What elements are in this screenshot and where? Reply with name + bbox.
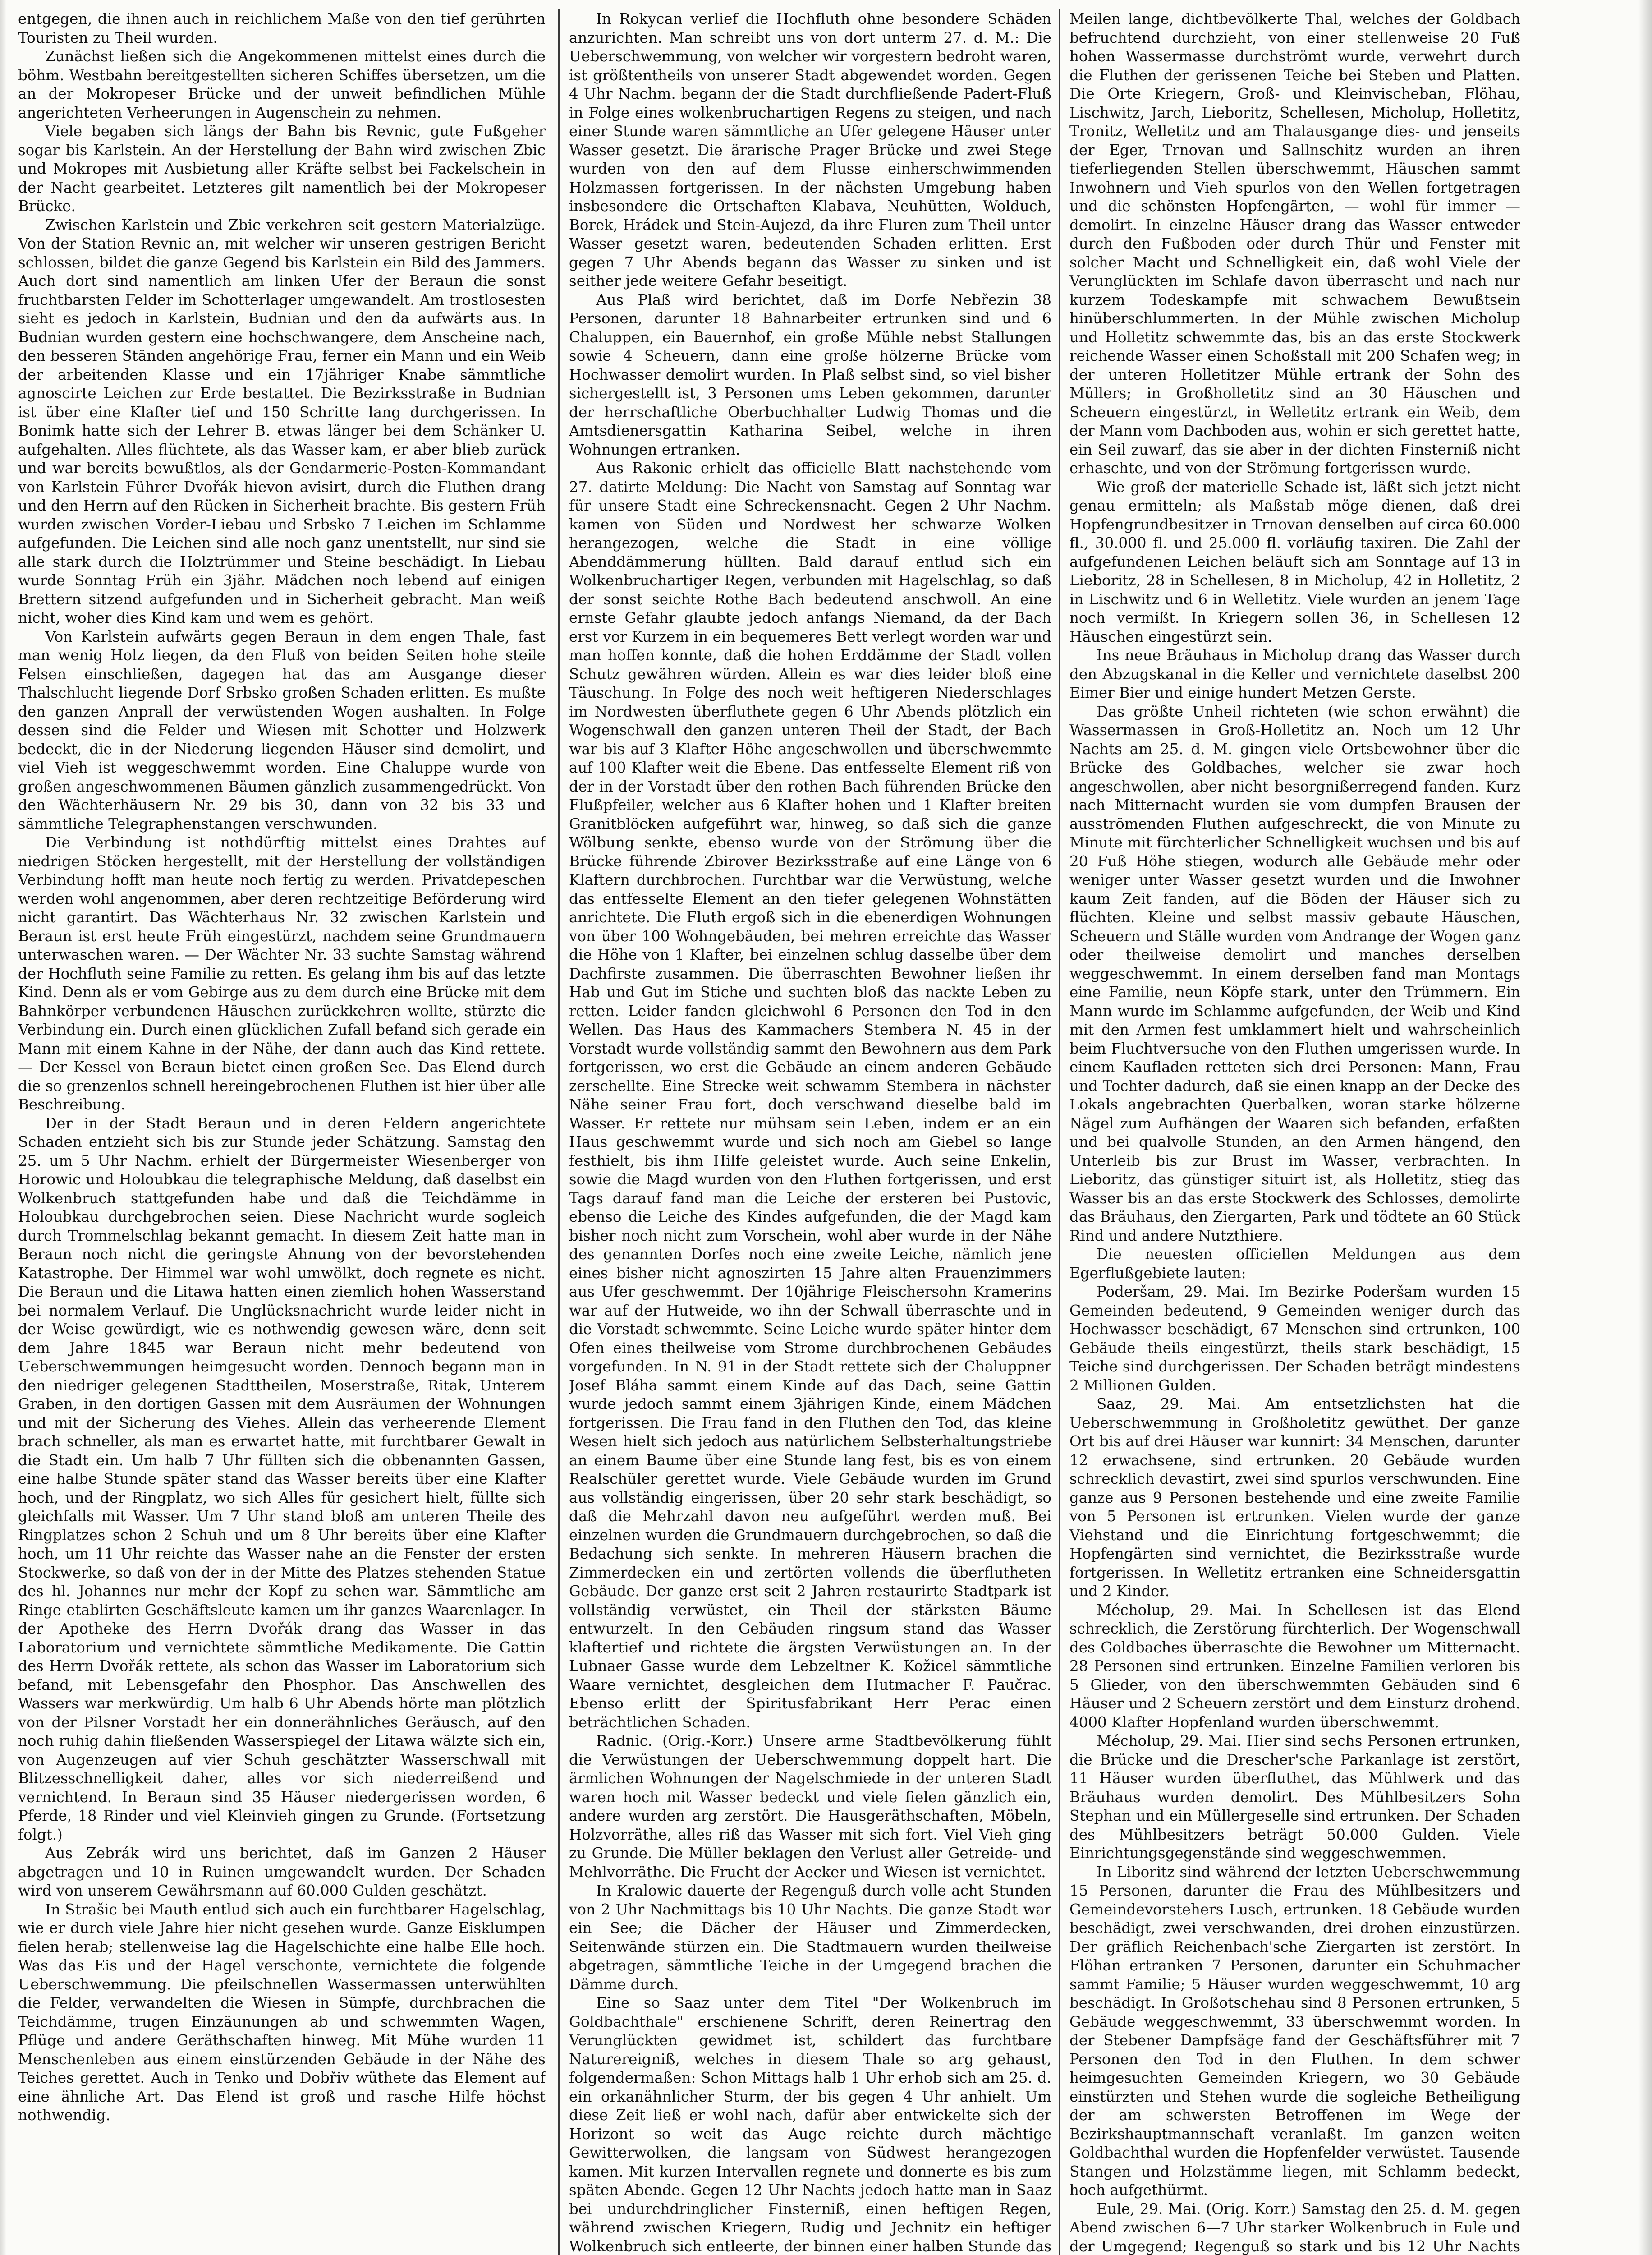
col3-paragraph: Meilen lange, dichtbevölkerte Thal, welches der Goldbach befruchtend durchzieht, von einer stellenweise 20 Fuß hohen Wassermasse durchströmt wurde, verwehrt durch die Fluthen der gerissenen Teiche bei Steben und Platten. Die Orte Kriegern, Groß- und Kleinvischeban, Flöhau, Lischwitz, Jarch, Lieboritz, Schellesen, Micholup, Holletitz, Tronitz, Welletitz und am Thalausgange dies- und jenseits der Eger, Trnovan und Sallnschitz wurden an ihren tieferliegenden Stellen überschwemmt, Häuschen sammt Inwohnern und Vieh spurlos von den Wellen fortgetragen und die schönsten Hopfengärten, — wohl für immer — demolirt. In einzelne Häuser drang das Wasser entweder durch den Fußboden oder durch Thür und Fenster mit solcher Macht und Schnelligkeit ein, daß wohl Viele der Verunglückten im Schlafe davon überrascht und nach nur kurzem Todeskampfe mit schwachem Bewußtsein hinüberschlummerten. In der Mühle zwischen Micholup und Holletitz schwemmte das, bis an das erste Stockwerk reichende Wasser einen Schoßstall mit 200 Schafen weg; in der unteren Holletitzer Mühle ertrank der Sohn des Müllers; in Großholletitz sind an 30 Häuschen und Scheuern eingestürzt, in Welletitz ertrank ein Weib, dem der Mann vom Dachboden aus, wohin er sich gerettet hatte, ein Seil zuwarf, das sie aber in der dichten Finsterniß nicht erhaschte, und von der Strömung fortgerissen wurde. (1069, 10, 1520, 477)
col3-paragraph: Mécholup, 29. Mai. Hier sind sechs Personen ertrunken, die Brücke und die Drescher'sche Parkanlage ist zerstört, 11 Häuser wurden überfluthet, das Mühlwerk und das Bräuhaus wurden demolirt. Des Mühlbesitzers Sohn Stephan und ein Müllergeselle sind ertrunken. Der Schaden des Mühlbesitzers beträgt 50.000 Gulden. Viele Einrichtungsgegenstände sind weggeschwemmen. (1069, 1732, 1520, 1862)
col2-paragraph: Aus Plaß wird berichtet, daß im Dorfe Nebřezin 38 Personen, darunter 18 Bahnarbeiter ertrunken sind und 6 Chaluppen, ein Bauernhof, ein große Mühle nebst Stallungen sowie 4 Scheuern, dann eine große hölzerne Brücke vom Hochwasser demolirt wurden. In Plaß selbst sind, so viel bisher sichergestellt ist, 3 Personen ums Leben gekommen, darunter der herrschaftliche Oberbuchhalter Ludwig Thomas und die Amtsdienersgattin Katharina Seibel, welche in ihren Wohnungen ertranken. (569, 291, 1051, 458)
column-3 (1069, 10, 1520, 2255)
col2-paragraph: Aus Rakonic erhielt das officielle Blatt nachstehende vom 27. datirte Meldung: Die Nacht von Samstag auf Sonntag war für unsere Stadt eine Schreckensnacht. Gegen 2 Uhr Nachm. kamen von Süden und Nordwest her schwarze Wolken herangezogen, welche die Stadt in eine völlige Abenddämmerung hüllten. Bald darauf entlud sich ein Wolkenbruchartiger Regen, verbunden mit Hagelschlag, so daß der sonst seichte Rothe Bach bedeutend anschwoll. An eine ernste Gefahr glaubte jedoch anfangs Niemand, da der Bach erst vor Kurzem in ein bequemeres Bett verlegt worden war und man hoffen konnte, daß die hohen Erddämme der Stadt vollen Schutz gewähren würden. Allein es war dies leider bloß eine Täuschung. In Folge des noch weit heftigeren Niederschlages im Nordwesten überfluthete gegen 6 Uhr Abends plötzlich ein Wogenschwall den ganzen unteren Theil der Stadt, der Bach war bis auf 3 Klafter Höhe angeschwollen und überschwemmte auf 100 Klafter weit die Ebene. Das entfesselte Element riß von der in der Vorstadt über den rothen Bach führenden Brücke den Flußpfeiler, welcher aus 6 Klafter hohen und 1 Klafter breiten Granitblöcken aufgeführt war, hinweg, so daß sich die ganze Wölbung senkte, ebenso wurde von der Strömung über die Brücke führende Zbirover Bezirksstraße auf eine Länge von 6 Klaftern durchbrochen. Furchtbar war die Verwüstung, welche das entfesselte Element an den tiefer gelegenen Wohnstätten anrichtete. Die Fluth ergoß sich in die ebenerdigen Wohnungen von über 100 Wohngebäuden, bei mehren erreichte das Wasser die Höhe von 1 Klafter, bei einzelnen schlug dasselbe über dem Dachfirste zusammen. Die überraschten Bewohner ließen ihr Hab und Gut im Stiche und suchten bloß das nackte Leben zu retten. Leider fanden gleichwohl 6 Personen den Tod in den Wellen. Das Haus des Kammachers Stembera N. 45 in der Vorstadt wurde vollständig sammt den Bewohnern aus dem Park fortgerissen, wo erst die Gebäude an einem anderen Gebäude zerschellte. Eine Strecke weit schwamm Stembera in nächster Nähe seiner Frau fort, doch verschwand dieselbe bald im Wasser. Er rettete nur mühsam sein Leben, indem er an ein Haus geschwemmt wurde und sich noch am Giebel so lange festhielt, bis ihm Hilfe geleistet wurde. Auch seine Enkelin, sowie die Magd wurden von den Fluthen fortgerissen, und erst Tags darauf fand man die Leiche der ersteren bei Pustovic, ebenso die Leiche des Kindes aufgefunden, die der Magd kam bisher noch nicht zum Vorschein, wohl aber wurde in der Nähe des genannten Dorfes noch eine zweite Leiche, nämlich jene eines bisher nicht agnoszirten 15 Jahre alten Frauenzimmers aus Ufer geschwemmt. Der 10jährige Fleischersohn Kramerins war auf der Hutweide, wo ihn der Schwall überraschte und in die Vorstadt schwemmte. Seine Leiche wurde später hinter dem Ofen eines theilweise vom Strome durchbrochenen Gebäudes vorgefunden. In N. 91 in der Stadt rettete sich der Chaluppner Josef Bláha sammt einem Kinde auf das Dach, seine Gattin wurde jedoch sammt einem 3jährigen Kinde, einem Mädchen fortgerissen. Die Frau fand in den Fluthen den Tod, das kleine Wesen hielt sich jedoch aus natürlichem Selbsterhaltungstriebe an einem Baume über eine Stunde lang fest, bis es von einem Realschüler gerettet wurde. Viele Gebäude wurden im Grund aus vollständig eingerissen, über 20 sehr stark beschädigt, so daß die Mehrzahl davon neu aufgeführt werden muß. Bei einzelnen wurden die Grundmauern durchgebrochen, so daß die Bedachung sich senkte. In mehreren Häusern brachen die Zimmerdecken ein und zertörten vollends die überflutheten Gebäude. Der ganze erst seit 2 Jahren restaurirte Stadtpark ist vollständig verwüstet, ein Theil der stärksten Bäume entwurzelt. In den Gebäuden ringsum stand das Wasser klaftertief und richtete die ärgsten Verwüstungen an. In der Lubnaer Gasse wurde dem Lebzeltner K. Kožicel sämmtliche Waare vernichtet, desgleichen dem Hutmacher F. Paučrac. Ebenso erlitt der Spiritusfabrikant Herr Perac einen beträchtlichen Schaden. (569, 460, 1051, 1731)
col2-paragraph: Radnic. (Orig.-Korr.) Unsere arme Stadtbevölkerung fühlt die Verwüstungen der Ueberschwemmung doppelt hart. Die ärmlichen Wohnungen der Nagelschmiede in der unteren Stadt waren hoch mit Wasser bedeckt und viele fielen gänzlich ein, andere wurden arg zerstört. Die Hausgeräthschaften, Möbeln, Holzvorräthe, alles riß das Wasser mit sich fort. Viel Vieh ging zu Grunde. Die Müller beklagen den Verlust aller Getreide- und Mehlvorräthe. Die Frucht der Aecker und Wiesen ist vernichtet. (569, 1732, 1051, 1881)
col1-paragraph: Zunächst ließen sich die Angekommenen mittelst eines durch die böhm. Westbahn bereitgestellten sicheren Schiffes übersetzen, um die an der Mokropeser Brücke und der unweit befindlichen Mühle angerichteten Verheerungen in Augenschein zu nehmen. (18, 48, 546, 121)
col1-paragraph: Viele begaben sich längs der Bahn bis Revnic, gute Fußgeher sogar bis Karlstein. An der Herstellung der Bahn wird zwischen Zbic und Mokropes mit Ausbietung aller Kräfte selbst bei Fackelschein in der Nacht gearbeitet. Letzteres gilt namentlich bei der Mokropeser Brücke. (18, 123, 546, 215)
col1-paragraph: In Strašic bei Mauth entlud sich auch ein furchtbarer Hagelschlag, wie er durch viele Jahre hier nicht gesehen wurde. Ganze Eisklumpen fielen herab; stellenweise lag die Hagelschichte eine halbe Elle hoch. Was das Eis und der Hagel verschonte, vernichtete die folgende Ueberschwemmung. Die pfeilschnellen Wassermassen unterwühlten die Felder, verwandelten die Wiesen in Sümpfe, durchbrachen die Teichdämme, trugen Einzäunungen ab und schwemmten Wagen, Pflüge und andere Geräthschaften hinweg. Mit Mühe wurden 11 Menschenleben aus einem einstürzenden Gebäude in der Nähe des Teiches gerettet. Auch in Tenko und Dobřiv wüthete das Element auf eine ähnliche Art. Das Elend ist groß und rasche Hilfe höchst nothwendig. (18, 1901, 546, 2124)
col3-paragraph: Eule, 29. Mai. (Orig. Korr.) Samstag den 25. d. M. gegen Abend zwischen 6—7 Uhr starker Wolkenbruch in Eule und der Umgegend; Regenguß so stark und bis 12 Uhr Nachts (1069, 2200, 1520, 2255)
col2-paragraph: Eine so Saaz unter dem Titel "Der Wolkenbruch im Goldbachthale" erschienene Schrift, deren Reinertrag den Verunglückten gewidmet ist, schildert das furchtbare Naturereigniß, welches in diesem Thale so arg gehaust, folgendermaßen: Schon Mittags halb 1 Uhr erhob sich am 25. d. ein orkanähnlicher Sturm, der bis gegen 4 Uhr anhielt. Um diese Zeit ließ er wohl nach, dafür aber entwickelte sich der Horizont so weit das Auge reichte durch mächtige Gewitterwolken, die langsam von Südwest herangezogen kamen. Mit kurzen Intervallen regnete und donnerte es bis zum späten Abende. Gegen 12 Uhr Nachts jedoch hatte man in Saaz bei undurchdringlicher Finsterniß, einen heftigen Regen, während zwischen Kriegern, Rudig und Jechnitz ein heftiger Wolkenbruch sich entleerte, der binnen einer halben Stunde das (569, 1994, 1051, 2255)
col3-paragraph: Poderšam, 29. Mai. Im Bezirke Poderšam wurden 15 Gemeinden bedeutend, 9 Gemeinden weniger durch das Hochwasser beschädigt, 67 Menschen sind ertrunken, 100 Gebäude theils eingestürzt, theils stark beschädigt, 15 Teiche sind durchgerissen. Der Schaden beträgt mindestens 2 Millionen Gulden. (1069, 1283, 1520, 1394)
col1-paragraph: Aus Zebrák wird uns berichtet, daß im Ganzen 2 Häuser abgetragen und 10 in Ruinen umgewandelt wurden. Der Schaden wird von unserem Gewährsmann auf 60.000 Gulden geschätzt. (18, 1845, 546, 1899)
col2-paragraph: In Kralowic dauerte der Regenguß durch volle acht Stunden von 2 Uhr Nachmittags bis 10 Uhr Nachts. Die ganze Stadt war ein See; die Dächer der Häuser und Zimmerdecken, Seitenwände stürzen ein. Die Stadtmauern wurden theilweise abgetragen, sämmtliche Teiche in der Umgegend brachen die Dämme durch. (569, 1882, 1051, 1993)
col3-paragraph: Das größte Unheil richteten (wie schon erwähnt) die Wassermassen in Groß-Holletitz an. Noch um 12 Uhr Nachts am 25. d. M. gingen viele Ortsbewohner über die Brücke des Goldbaches, welcher sie zwar hoch angeschwollen, aber nicht besorgnißerregend fanden. Kurz nach Mitternacht wurden sie vom dumpfen Brausen der ausströmenden Fluthen aufgeschreckt, die von Minute zu Minute mit fürchterlicher Schnelligkeit wuchsen und bis auf 20 Fuß Höhe stiegen, wodurch alle Gebäude mehr oder weniger unter Wasser gesetzt wurden und die Inwohner kaum Zeit fanden, auf die Böden der Häuser sich zu flüchten. Kleine und selbst massiv gebaute Häuschen, Scheuern und Ställe wurden vom Andrange der Wogen ganz oder theilweise demolirt und manches derselben weggeschwemmt. In einem derselben fand man Montags eine Familie, neun Köpfe stark, unter den Trümmern. Ein Mann wurde im Schlamme aufgefunden, der Weib und Kind mit den Armen fest umklammert hielt und wahrscheinlich beim Fluchtversuche von den Fluthen umgerissen wurde. In einem Kaufladen retteten sich drei Personen: Mann, Frau und Tochter dadurch, daß sie einen knapp an der Decke des Lokals angebrachten Querbalken, woran starke hölzerne Nägel zum Aufhängen der Waaren sich befanden, erfaßten und bei qualvolle Stunden, an den Armen hängend, den Unterleib bis zur Brust im Wasser, verbrachten. In Lieboritz, das günstiger situirt ist, als Holletitz, stieg das Wasser bis an das erste Stockwerk des Schlosses, demolirte das Bräuhaus, den Ziergarten, Park und tödtete an 60 Stück Rind und andere Nutzthiere. (1069, 703, 1520, 1244)
col1-paragraph: Zwischen Karlstein und Zbic verkehren seit gestern Materialzüge. Von der Station Revnic an, mit welcher wir unseren gestrigen Bericht schlossen, bildet die ganze Gegend bis Karlstein ein Bild des Jammers. Auch dort sind namentlich am linken Ufer der Beraun die sonst fruchtbarsten Felder im Schotterlager umgewandelt. Am trostlosesten sieht es jedoch in Karlstein, Budnian und den da aufwärts aus. In Budnian wurden gestern eine hochschwangere, dem Anscheine nach, den besseren Ständen angehörige Frau, ferner ein Mann und ein Weib der arbeitenden Klasse und ein 17jähriger Knabe sämmtliche agnoscirte Leichen zur Erde bestattet. Die Bezirksstraße in Budnian ist über eine Klafter tief und 150 Schritte lang durchgerissen. In Bonimk hatte sich der Lehrer B. etwas länger bei dem Schänker U. aufgehalten. Alles flüchtete, als das Wasser kam, er aber blieb zurück und war bereits bewußtlos, als der Gendarmerie-Posten-Kommandant von Karlstein Führer Dvořák hievon avisirt, durch die Fluthen drang und den Herrn auf den Rücken in Sicherheit brachte. Bis gestern Früh wurden zwischen Vorder-Liebau und Srbsko 7 Leichen im Schlamme aufgefunden. Die Leichen sind alle noch ganz unentstellt, nur sind sie alle stark durch die Holztrümmer und Steine beschädigt. In Liebau wurde Sonntag Früh ein 3jähr. Mädchen noch lebend auf einigen Brettern sitzend aufgefunden und in Sicherheit gebracht. Man weiß nicht, woher dies Kind kam und wem es gehört. (18, 216, 546, 626)
column-divider (558, 9, 560, 2255)
col1-paragraph: Von Karlstein aufwärts gegen Beraun in dem engen Thale, fast man wenig Holz liegen, da den Fluß von beiden Seiten hohe steile Felsen einschließen, dagegen hat das am Ausgange dieser Thalschlucht liegende Dorf Srbsko großen Schaden erlitten. Es mußte den ganzen Anprall der verwüstenden Wogen aushalten. In Folge dessen sind die Felder und Wiesen mit Schotter und Holzwerk bedeckt, die in der Niederung liegenden Häuser sind demolirt, und viel Vieh ist weggeschwemmt worden. Eine Chaluppe wurde von großen angeschwommenen Bäumen gänzlich zusammengedrückt. Von den Wächterhäusern Nr. 29 bis 30, dann von 32 bis 33 und sämmtliche Telegraphenstangen verschwunden. (18, 628, 546, 833)
col1-paragraph: Der in der Stadt Beraun und in deren Feldern angerichtete Schaden entzieht sich bis zur Stunde jeder Schätzung. Samstag den 25. um 5 Uhr Nachm. erhielt der Bürgermeister Wiesenberger von Horowic und Holoubkau die telegraphische Meldung, daß daselbst ein Wolkenbruch stattgefunden habe und daß die Teichdämme in Holoubkau durchgebrochen seien. Diese Nachricht wurde sogleich durch Trommelschlag bekannt gemacht. In diesem Zeit hatte man in Beraun noch nicht die geringste Ahnung von der bevorstehenden Katastrophe. Der Himmel war wohl umwölkt, doch regnete es nicht. Die Beraun und die Litawa hatten einen ziemlich hohen Wasserstand bei normalem Verlauf. Die Unglücksnachricht wurde leider nicht in der Weise gewürdigt, wie es nothwendig gewesen wäre, denn seit dem Jahre 1845 war Beraun nicht mehr bedeutend von Ueberschwemmungen heimgesucht worden. Dennoch begann man in den niedriger gelegenen Stadttheilen, Moserstraße, Ritak, Unterem Graben, in den dortigen Gassen mit dem Ausräumen der Wohnungen und mit der Sicherung des Viehes. Allein das verheerende Element brach schneller, als man es erwartet hatte, mit furchtbarer Gewalt in die Stadt ein. Um halb 7 Uhr füllten sich die obbenannten Gassen, eine halbe Stunde später stand das Wasser bereits über eine Klafter hoch, und der Ringplatz, wo sich Alles für gesichert hielt, füllte sich gleichfalls mit Wasser. Um 7 Uhr stand bloß am unteren Theile des Ringplatzes schon 2 Schuh und um 8 Uhr bereits über eine Klafter hoch, um 11 Uhr reichte das Wasser nahe an die Fenster der ersten Stockwerke, so daß von der in der Mitte des Platzes stehenden Statue des hl. Johannes nur mehr der Kopf zu sehen war. Sämmtliche am Ringe etablirten Geschäftsleute kamen um ihr ganzes Waarenlager. In der Apotheke des Herrn Dvořák drang das Wasser in das Laboratorium und vernichtete sämmtliche Medikamente. Die Gattin des Herrn Dvořák rettete, als schon das Wasser im Laboratorium sich befand, mit Lebensgefahr den Phosphor. Das Anschwellen des Wassers war merkwürdig. Um halb 6 Uhr Abends hörte man plötzlich von der Pilsner Vorstadt her ein donnerähnliches Geräusch, auf den noch ruhig dahin fließenden Wasserspiegel der Litawa wälzte sich ein, von Augenzeugen auf vier Schuh geschätzter Wasserschwall mit Blitzesschnelligkeit daher, alles vor sich niederreißend und vernichtend. In Beraun sind 35 Häuser niedergerissen worden, 6 Pferde, 18 Rinder und viel Kleinvieh gingen zu Grunde. (Fortsetzung folgt.) (18, 1114, 546, 1843)
col3-paragraph: Die neuesten officiellen Meldungen aus dem Egerflußgebiete lauten: (1069, 1246, 1520, 1282)
col3-paragraph: In Liboritz sind während der letzten Ueberschwemmung 15 Personen, darunter die Frau des Mühlbesitzers und Gemeindevorstehers Lusch, ertrunken. 18 Gebäude wurden beschädigt, zwei verschwanden, drei drohen einzustürzen. Der gräflich Reichenbach'sche Ziergarten ist zerstört. In Flöhan ertranken 7 Personen, darunter ein Schuhmacher sammt Familie; 5 Häuser wurden weggeschwemmt, 10 arg beschädigt. In Großotschehau sind 8 Personen ertrunken, 5 Gebäude weggeschwemmt, 33 überschwemmt worden. In der Stebener Dampfsäge fand der Geschäftsführer mit 7 Personen den Tod in den Fluthen. In dem schwer heimgesuchten Gemeinden Kriegern, wo 30 Gebäude einstürzten und Stehen wurde die sogleiche Betheiligung der am schwersten Betroffenen im Wege der Bezirkshauptmannschaft veranlaßt. Im ganzen weiten Goldbachthal wurden die Hopfenfelder verwüstet. Tausende Stangen und Holzstämme liegen, mit Schlamm bedeckt, hoch aufgethürmt. (1069, 1863, 1520, 2199)
col3-paragraph: Saaz, 29. Mai. Am entsetzlichsten hat die Ueberschwemmung in Großholetitz gewüthet. Der ganze Ort bis auf drei Häuser war kunnirt: 34 Menschen, darunter 12 erwachsene, sind ertrunken. 20 Gebäude wurden schrecklich devastirt, zwei sind spurlos verschwunden. Eine ganze aus 9 Personen bestehende und eine zweite Familie von 5 Personen ist ertrunken. Vielen wurde der ganze Viehstand und die Einrichtung fortgeschwemmt; die Hopfengärten sind vernichtet, die Bezirksstraße wurde fortgerissen. In Welletitz ertranken eine Schneidersgattin und 2 Kinder. (1069, 1395, 1520, 1600)
col2-paragraph: In Rokycan verlief die Hochfluth ohne besondere Schäden anzurichten. Man schreibt uns von dort unterm 27. d. M.: Die Ueberschwemmung, von welcher wir vorgestern bedroht waren, ist größtentheils von unserer Stadt abgewendet worden. Gegen 4 Uhr Nachm. begann der die Stadt durchfließende Padert-Fluß in Folge eines wolkenbruchartigen Regens zu steigen, und nach einer Stunde waren sämmtliche an Ufer gelegene Häuser unter Wasser gesetzt. Die ärarische Prager Brücke und zwei Stege wurden von den auf dem Flusse einherschwimmenden Holzmassen fortgerissen. In der nächsten Umgebung haben insbesondere die Ortschaften Klabava, Neuhütten, Wolduch, Borek, Hrádek und Stein-Aujezd, da ihre Fluren zum Theil unter Wasser gesetzt waren, bedeutenden Schaden erlitten. Erst gegen 7 Uhr Abends begann das Wasser zu sinken und ist seither jede weitere Gefahr beseitigt. (569, 10, 1051, 290)
page-edge-shadow-right (1638, 0, 1652, 2255)
column-1 (18, 10, 546, 2255)
col3-paragraph: Ins neue Bräuhaus in Micholup drang das Wasser durch den Abzugskanal in die Keller und vernichtete daselbst 200 Eimer Bier und einige hundert Metzen Gerste. (1069, 647, 1520, 701)
col3-paragraph: Wie groß der materielle Schade ist, läßt sich jetzt nicht genau ermitteln; als Maßstab möge dienen, daß drei Hopfengrundbesitzer in Trnovan denselben auf circa 60.000 fl., 30.000 fl. und 25.000 fl. vorläufig taxiren. Die Zahl der aufgefundenen Leichen beläuft sich am Sonntage auf 13 in Lieboritz, 28 in Schellesen, 8 in Micholup, 42 in Holletitz, 2 in Lischwitz und 6 in Welletitz. Viele wurden an jenem Tage noch vermißt. In Kriegern sollen 36, in Schellesen 12 Häuschen eingestürzt sein. (1069, 478, 1520, 645)
col3-paragraph: Mécholup, 29. Mai. In Schellesen ist das Elend schrecklich, die Zerstörung fürchterlich. Der Wogenschwall des Goldbaches überraschte die Bewohner um Mitternacht. 28 Personen sind ertrunken. Einzelne Familien verloren bis 5 Glieder, von den überschwemmten Gebäuden sind 6 Häuser und 2 Scheuern zerstört und dem Einsturz drohend. 4000 Klafter Hopfenland wurden überschwemmt. (1069, 1601, 1520, 1731)
page-edge-shadow-left (0, 0, 6, 2255)
col1-paragraph: Die Verbindung ist nothdürftig mittelst eines Drahtes auf niedrigen Stöcken hergestellt, mit der Herstellung der vollständigen Verbindung hofft man heute noch fertig zu werden. Privatdepeschen werden wohl angenommen, aber deren rechtzeitige Beförderung wird nicht garantirt. Das Wächterhaus Nr. 32 zwischen Karlstein und Beraun ist erst heute Früh eingestürzt, nachdem seine Grundmauern unterwaschen waren. — Der Wächter Nr. 33 suchte Samstag während der Hochfluth seine Familie zu retten. Es gelang ihm bis auf das letzte Kind. Denn als er vom Gebirge aus zu dem durch eine Brücke mit dem Bahnkörper verbundenen Häuschen zurückkehren wollte, stürzte die Verbindung ein. Durch einen glücklichen Zufall befand sich gerade ein Mann mit einem Kahne in der Nähe, der dann auch das Kind rettete. — Der Kessel von Beraun bietet einen großen See. Das Elend durch die so grenzenlos schnell hereingebrochenen Fluthen ist hier über alle Beschreibung. (18, 834, 546, 1113)
col1-paragraph: entgegen, die ihnen auch in reichlichem Maße von den tief gerührten Touristen zu Theil wurden. (18, 10, 546, 46)
column-divider (1059, 9, 1060, 2255)
column-2 (569, 10, 1051, 2255)
